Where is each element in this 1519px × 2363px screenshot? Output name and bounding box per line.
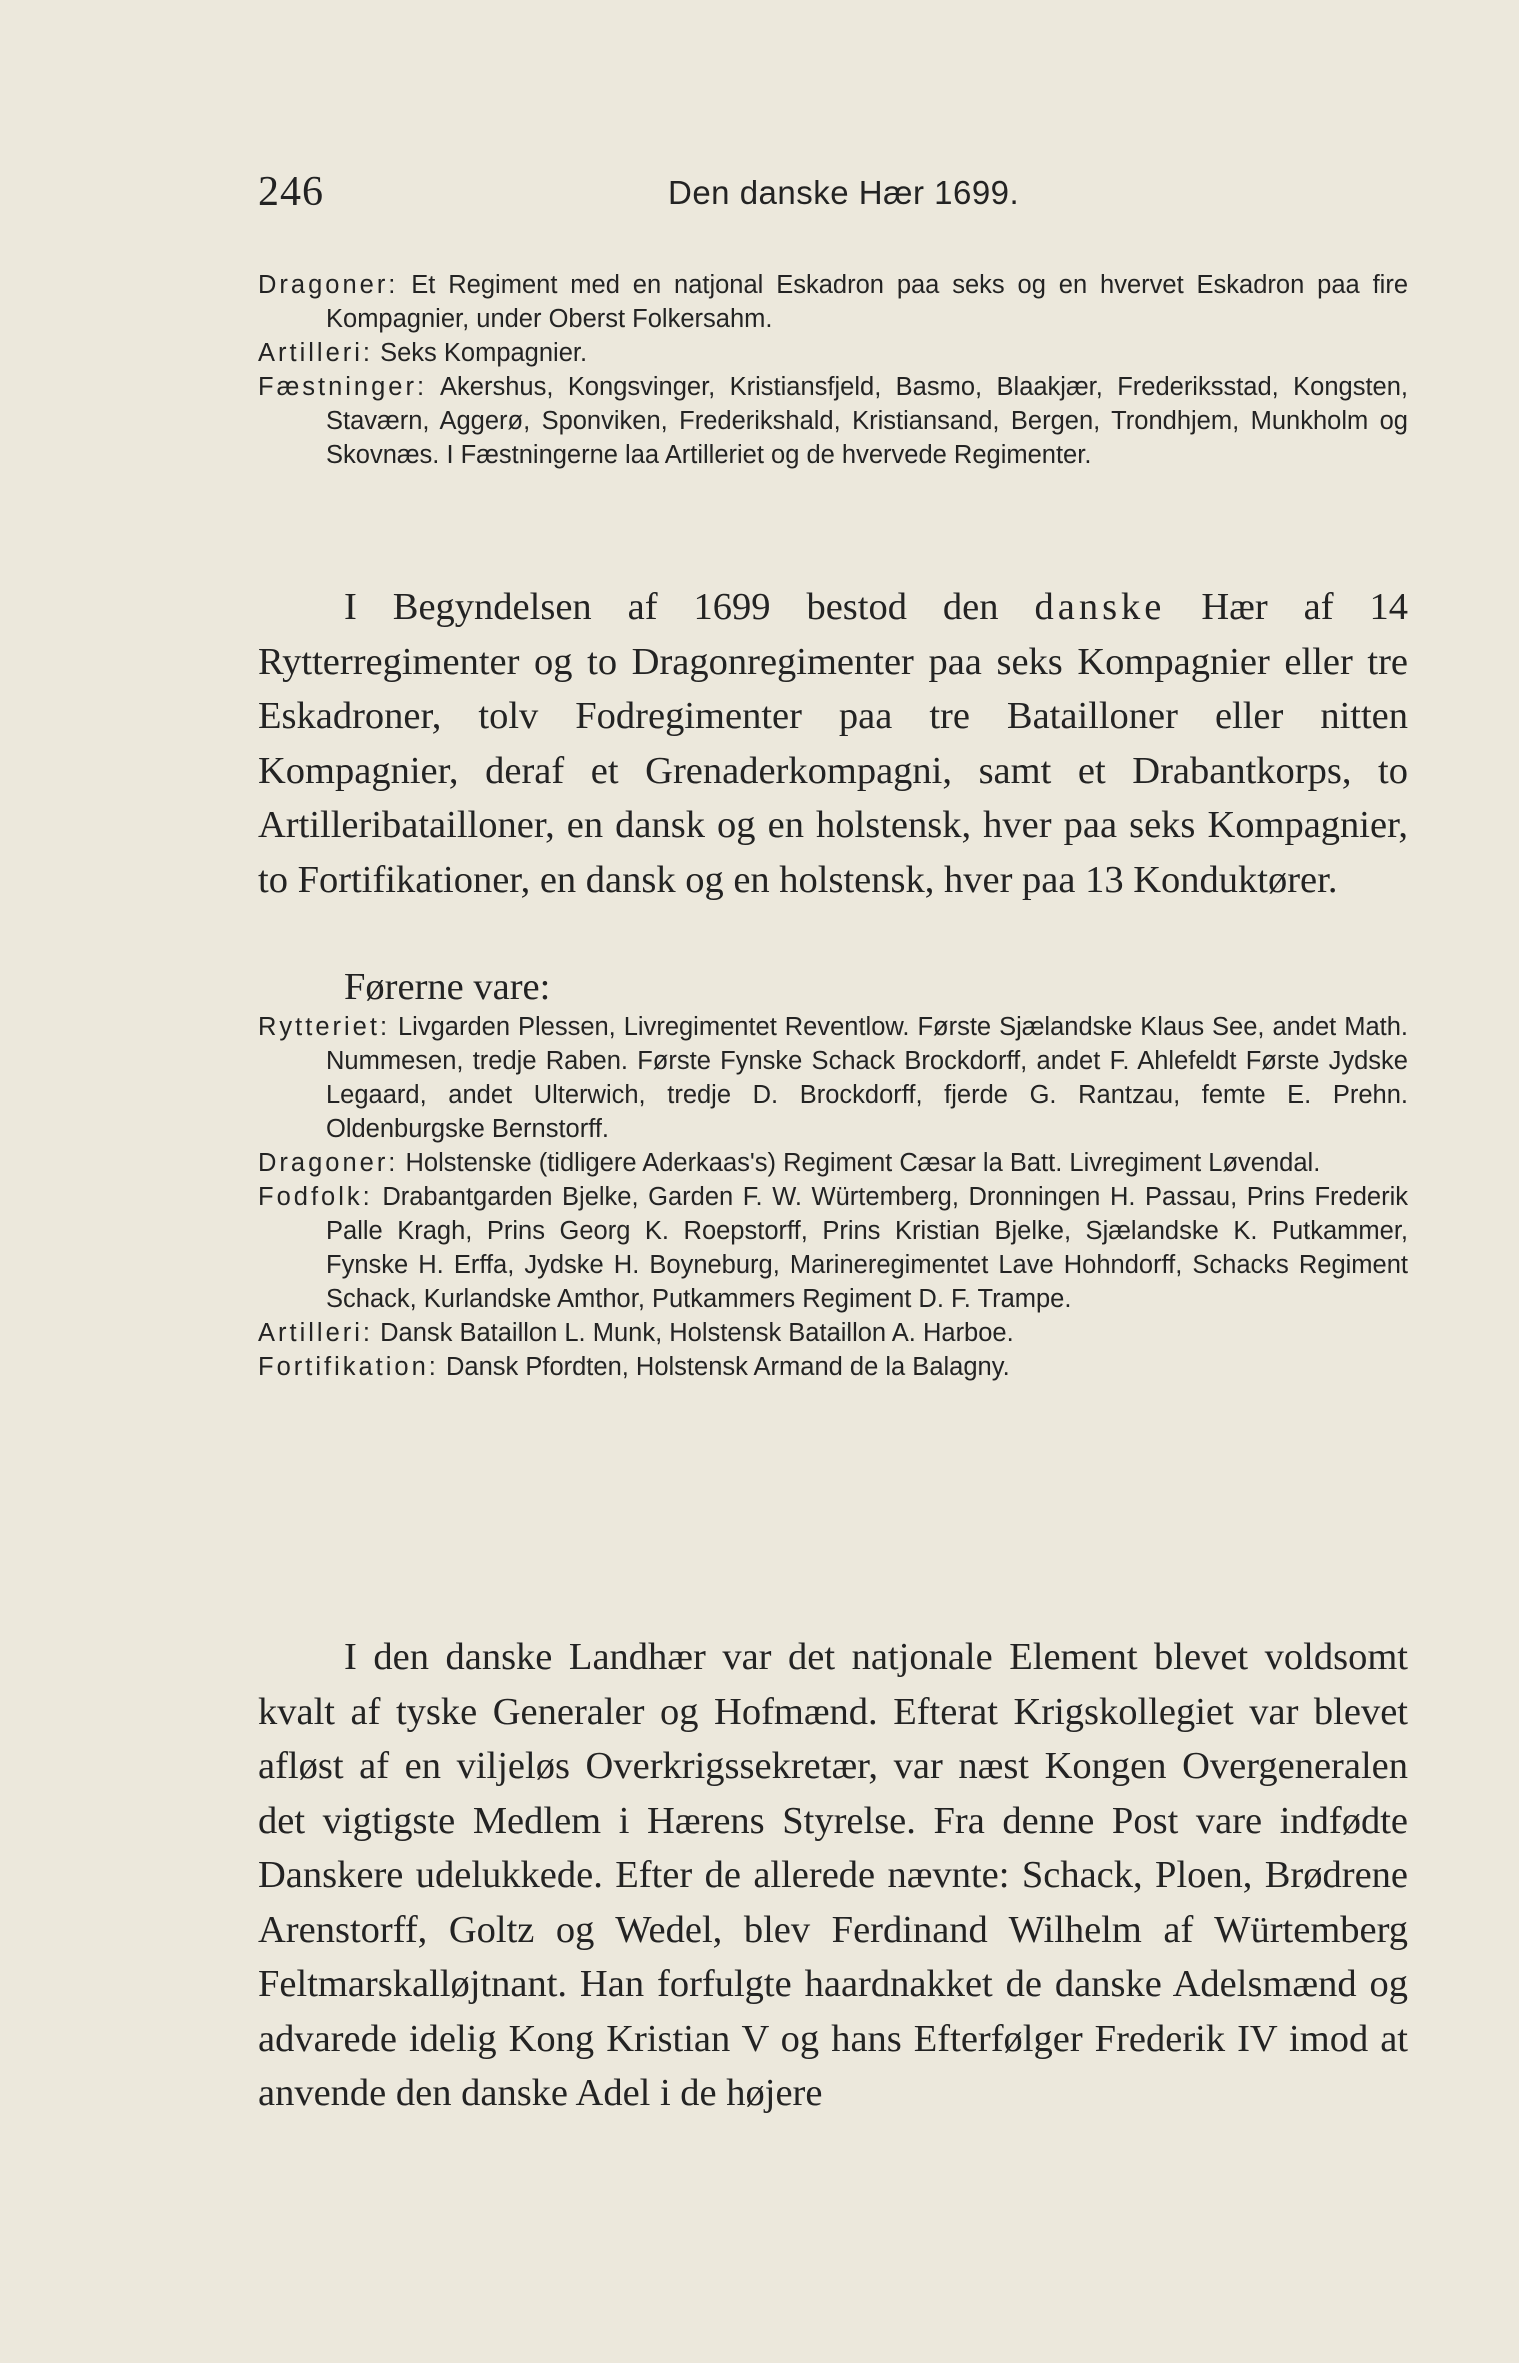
body-paragraph-1 [258, 580, 1408, 907]
entry-text: Et Regiment med en natjonal Eskadron paa seks og en hvervet Eskadron paa fire Kompagnier, under Oberst Folkersahm. [326, 271, 1409, 333]
emphasized-word: danske [1034, 586, 1166, 628]
leaders-entry-artilleri [258, 1316, 1408, 1350]
entry-text: Holstenske (tidligere Aderkaas's) Regiment Cæsar la Batt. Livregiment Løvendal. [405, 1149, 1321, 1177]
body-paragraph-2: I den danske Landhær var det natjonale Element blevet voldsomt kvalt af tyske Generaler og Hofmænd. Efterat Krigskollegiet var blevet afløst af en viljeløs Overkrigssekretær, var næst Kongen Overgeneralen det vigtigste Medlem i Hærens Styrelse. Fra denne Post vare indfødte Danskere udelukkede. Efter de allerede nævnte: Schack, Ploen, Brødrene Arenstorff, Goltz og Wedel, blev Ferdinand Wilhelm af Würtemberg Feltmarskalløjtnant. Han forfulgte haardnakket de danske Adelsmænd og advarede idelig Kong Kristian V og hans Efterfølger Frederik IV imod at anvende den danske Adel i de højere [258, 1636, 1408, 2114]
leaders-entry-fodfolk [258, 1180, 1408, 1316]
entry-label: Fortifikation: [258, 1353, 439, 1381]
paragraph-text: Hær af 14 Rytterregimenter og to Dragonregimenter paa seks Kompagnier eller tre Eskadroner, tolv Fodregimenter paa tre Batailloner eller nitten Kompagnier, deraf et Grenaderkompagni, samt et Drabantkorps, to Artilleribatailloner, en dansk og en holstensk, hver paa seks Kompagnier, to Fortifikationer, en dansk og en holstensk, hver paa 13 Konduktører. [258, 586, 1409, 901]
composition-entry-artilleri [258, 336, 1408, 370]
entry-text: Seks Kompagnier. [380, 339, 588, 367]
page-header [258, 168, 1408, 218]
running-head: Den danske Hær 1699. [668, 174, 1020, 211]
composition-entry-faestninger [258, 370, 1408, 472]
army-composition-list [258, 268, 1408, 472]
entry-label: Fodfolk: [258, 1183, 373, 1211]
entry-text: Dansk Bataillon L. Munk, Holstensk Bataillon A. Harboe. [380, 1319, 1014, 1347]
entry-label: Dragoner: [258, 271, 399, 299]
entry-label: Dragoner: [258, 1149, 399, 1177]
entry-text: Akershus, Kongsvinger, Kristiansfjeld, Basmo, Blaakjær, Frederiksstad, Kongsten, Staværn, Aggerø, Sponviken, Frederikshald, Kristiansand, Bergen, Trondhjem, Munkholm og Skovnæs. I Fæstningerne laa Artilleriet og de hvervede Regimenter. [326, 373, 1408, 469]
leaders-entry-dragoner [258, 1146, 1408, 1180]
paragraph-text: I Begyndelsen af 1699 bestod den [344, 586, 999, 628]
entry-label: Rytteriet: [258, 1013, 391, 1041]
entry-label: Artilleri: [258, 1319, 374, 1347]
entry-label: Fæstninger: [258, 373, 428, 401]
page-number: 246 [258, 169, 324, 215]
entry-label: Artilleri: [258, 339, 374, 367]
leaders-list [258, 1010, 1408, 1384]
leaders-heading: Førerne vare: [344, 966, 551, 1008]
entry-text: Livgarden Plessen, Livregimentet Reventlow. Første Sjælandske Klaus See, andet Math. Nummesen, tredje Raben. Første Fynske Schack Brockdorff, andet F. Ahlefeldt Første Jydske Legaard, andet Ulterwich, tredje D. Brockdorff, fjerde G. Rantzau, femte E. Prehn. Oldenburgske Bernstorff. [326, 1013, 1408, 1143]
leaders-entry-rytteriet [258, 1010, 1408, 1146]
leaders-entry-fortifikation [258, 1350, 1408, 1384]
entry-text: Drabantgarden Bjelke, Garden F. W. Würtemberg, Dronningen H. Passau, Prins Frederik Palle Kragh, Prins Georg K. Roepstorff, Prins Kristian Bjelke, Sjælandske K. Putkammer, Fynske H. Erffa, Jydske H. Boyneburg, Marineregimentet Lave Hohndorff, Schacks Regiment Schack, Kurlandske Amthor, Putkammers Regiment D. F. Trampe. [326, 1183, 1408, 1313]
composition-entry-dragoner [258, 268, 1408, 336]
entry-text: Dansk Pfordten, Holstensk Armand de la Balagny. [445, 1353, 1010, 1381]
